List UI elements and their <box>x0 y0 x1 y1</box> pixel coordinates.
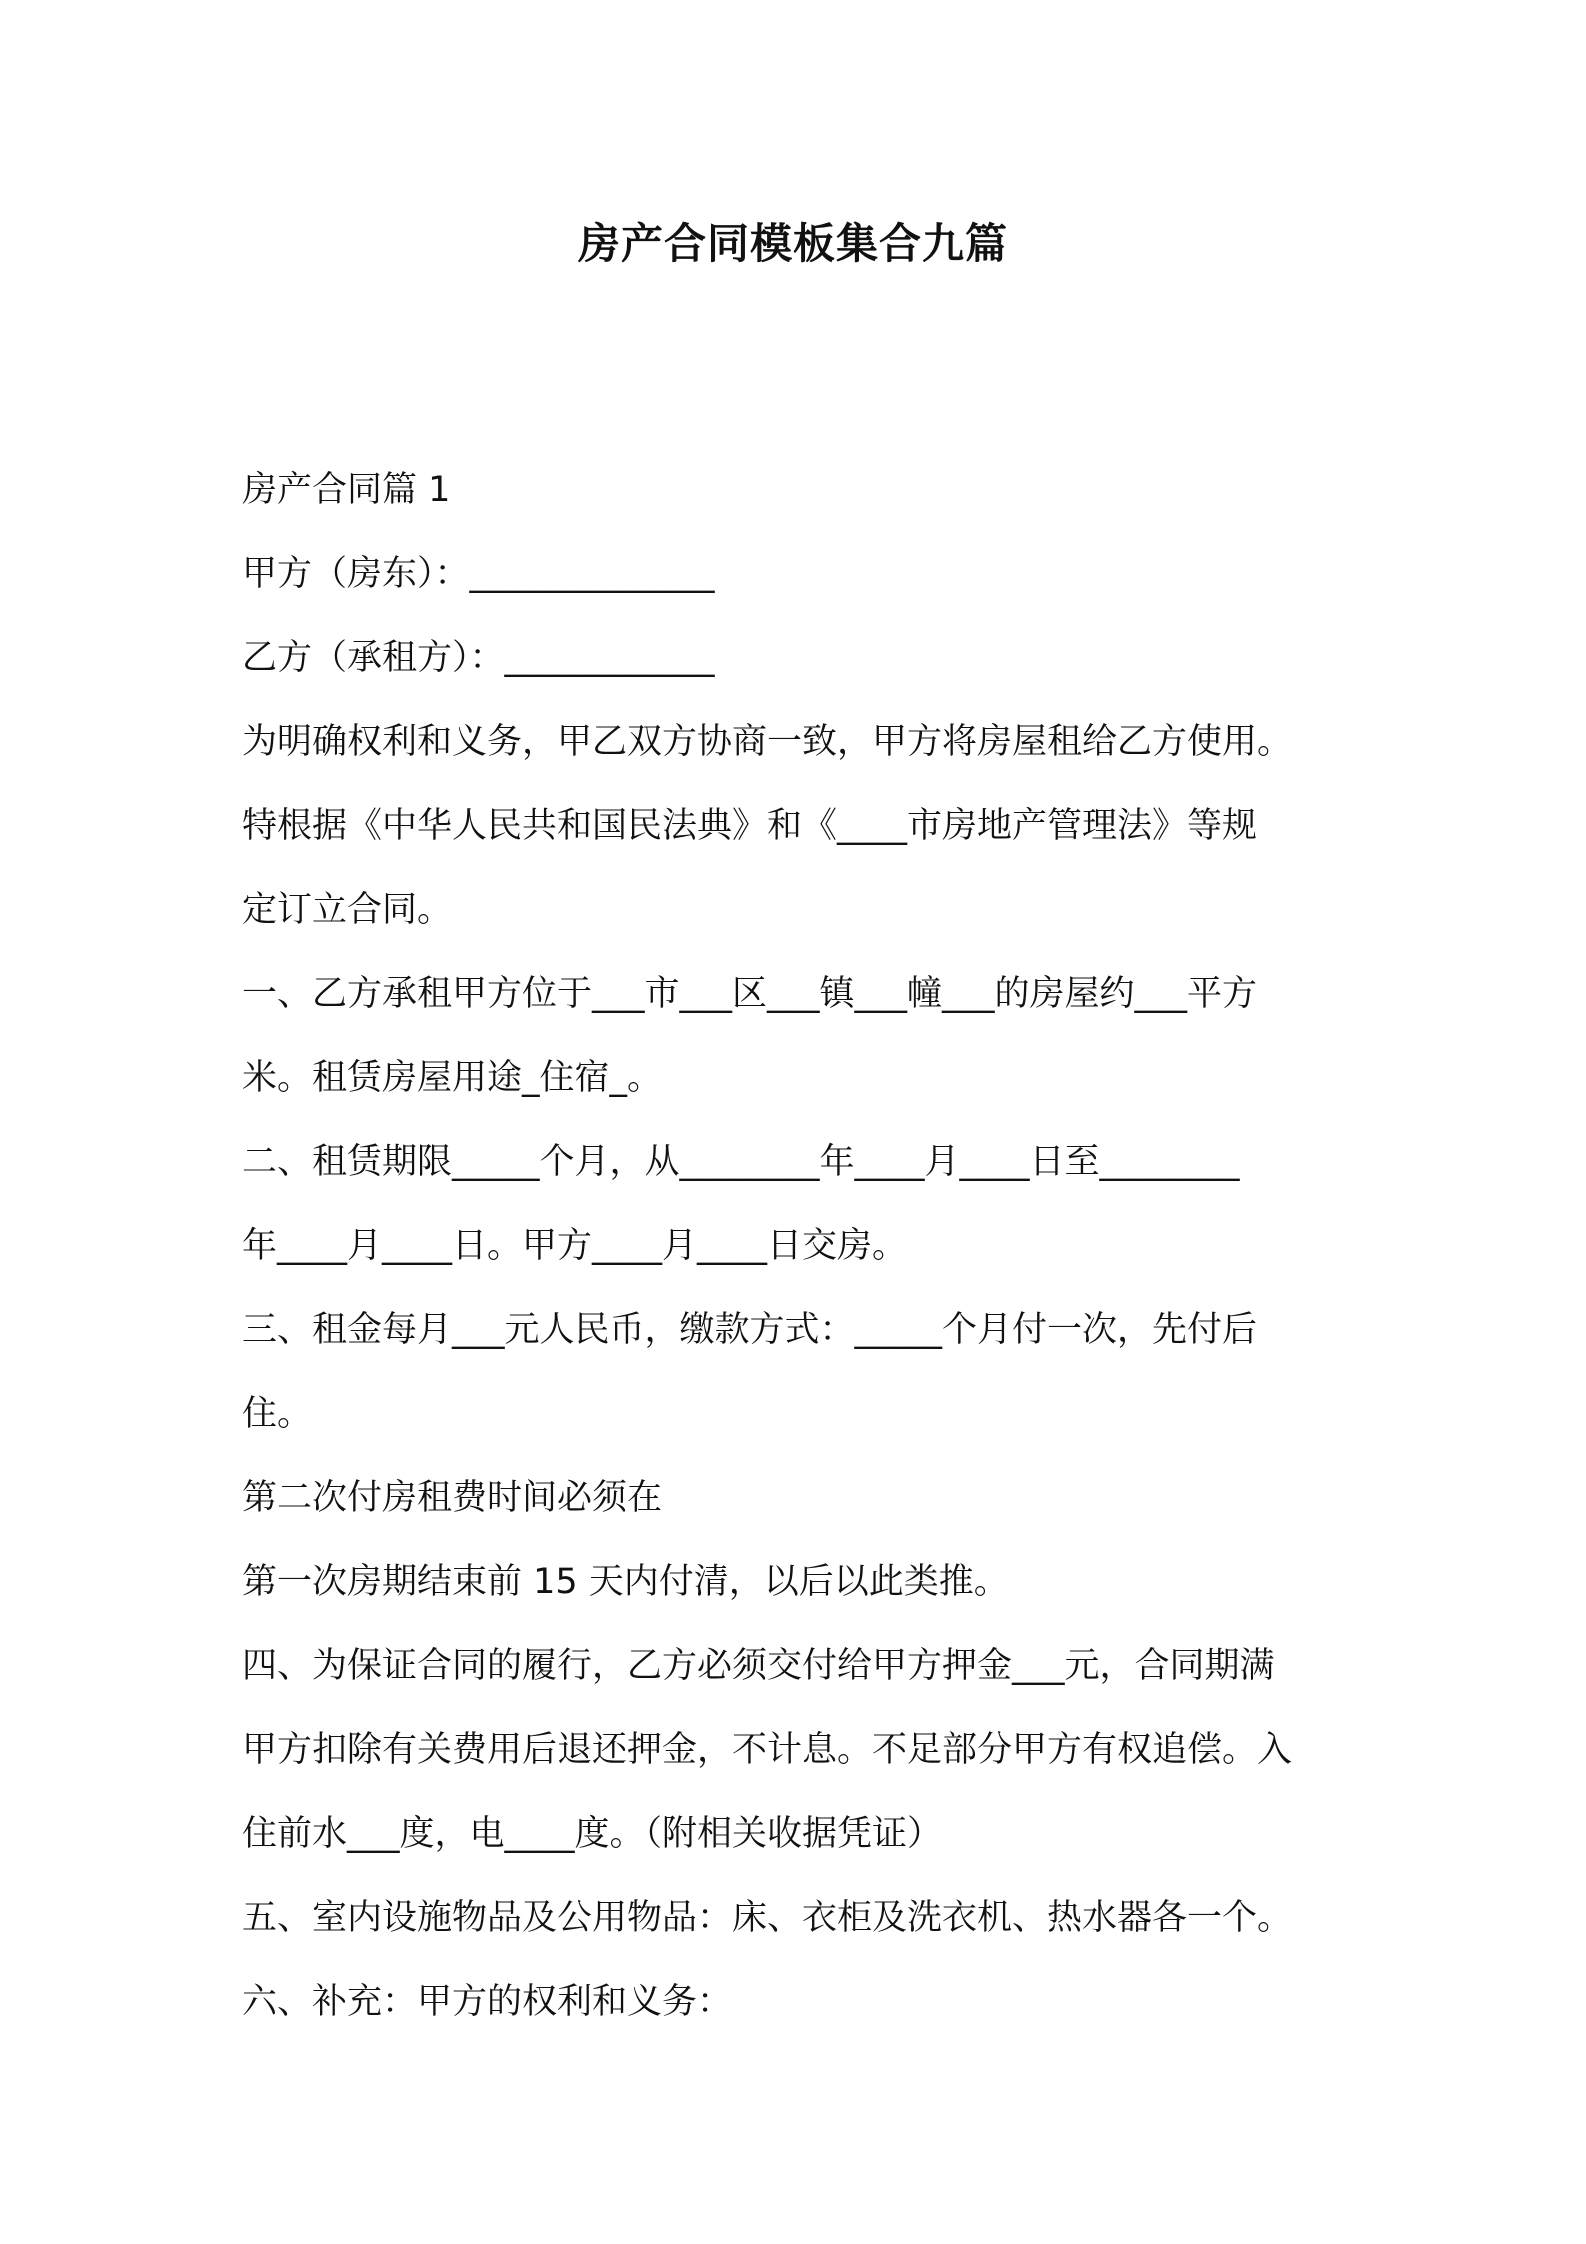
party-b-line: 乙方（承租方）：____________ <box>242 638 715 678</box>
clause-2-line: 年____月____日。甲方____月____日交房。 <box>242 1226 908 1266</box>
party-a-line: 甲方（房东）：______________ <box>242 554 715 594</box>
section-heading: 房产合同篇 1 <box>242 470 451 510</box>
clause-3-line: 住。 <box>242 1394 313 1434</box>
clause-2-line: 二、租赁期限_____个月，从________年____月____日至________ <box>242 1142 1240 1182</box>
clause-5-line: 五、室内设施物品及公用物品：床、衣柜及洗衣机、热水器各一个。 <box>242 1898 1293 1938</box>
clause-1-line: 米。租赁房屋用途_住宿_。 <box>242 1058 663 1098</box>
document-body <box>242 448 1362 2044</box>
clause-6-line: 六、补充：甲方的权利和义务： <box>242 1982 733 2022</box>
document-title: 房产合同模板集合九篇 <box>577 219 1008 268</box>
clause-1-line: 一、乙方承租甲方位于___市___区___镇___幢___的房屋约___平方 <box>242 974 1258 1014</box>
clause-4-line: 四、为保证合同的履行，乙方必须交付给甲方押金___元，合同期满 <box>242 1646 1275 1686</box>
paragraph-line: 第一次房期结束前 15 天内付清，以后以此类推。 <box>242 1562 1009 1602</box>
clause-3-line: 三、租金每月___元人民币，缴款方式：_____个月付一次，先付后 <box>242 1310 1258 1350</box>
clause-4-line: 甲方扣除有关费用后退还押金，不计息。不足部分甲方有权追偿。入 <box>242 1730 1293 1770</box>
paragraph-line: 特根据《中华人民共和国民法典》和《____市房地产管理法》等规 <box>242 806 1258 846</box>
paragraph-line: 第二次付房租费时间必须在 <box>242 1478 663 1518</box>
clause-4-line: 住前水___度，电____度。（附相关收据凭证） <box>242 1814 943 1854</box>
paragraph-line: 为明确权利和义务，甲乙双方协商一致，甲方将房屋租给乙方使用。 <box>242 722 1293 762</box>
paragraph-line: 定订立合同。 <box>242 890 453 930</box>
